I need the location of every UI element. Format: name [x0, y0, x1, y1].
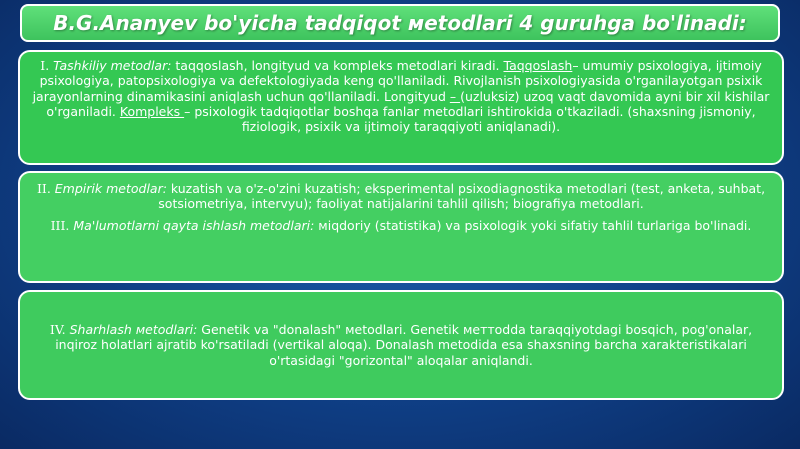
term-taqqoslash: Taqqoslash [503, 58, 573, 73]
group-2-heading: Empirik metodlar: [54, 181, 167, 196]
group-4-paragraph [32, 322, 770, 368]
group-3-paragraph [32, 218, 770, 233]
term-kompleks: Kompleks [119, 103, 185, 119]
group-4-heading: Sharhlash мetodlari: [69, 322, 198, 338]
group-1-number: I. [40, 58, 50, 73]
slide-title-banner [20, 4, 780, 42]
group-1-text-4: – psixologik tadqiqotlar boshqa fanlar metodlari ishtirokida o'tkaziladi. (shaxsning jismoniy, fiziologik, psixik va ijtimoiy taraqqiyoti aniqlanadi). [184, 103, 756, 134]
group-2-paragraph [32, 181, 770, 212]
group-2-number: II. [36, 181, 51, 196]
group-4-number: IV. [49, 322, 66, 338]
group-1-text-1: taqqoslash, longityud va kompleks metodlari kiradi. [171, 58, 504, 73]
slide-title: B.G.Ananyev bo'yicha tadqiqot мetodlari 4 guruhga bo'linadi: [53, 11, 747, 35]
group-3-heading: Ma'lumotlarni qayta ishlash metodlari: [73, 217, 315, 233]
group-2-3-box [18, 171, 784, 283]
group-3-text: мiqdoriy (statistika) va psixologik yoki sifatiy tahlil turlariga bo'linadi. [314, 217, 752, 233]
group-1-text-3: (uzluksiz) uzoq vaqt davomida ayni bir xil kishilar o'rganiladi. [46, 88, 770, 119]
group-2-text: kuzatish va o'z-o'zini kuzatish; eksperimental psixodiagnostika metodlari (test, anketa, suhbat, sotsiometriya, intervyu); faoliyat natijalarini tahlil qilish; biografiya metodlari. [158, 181, 766, 212]
group-1-box [18, 50, 784, 165]
group-4-text: Genetik va "donalash" мetodlari. Genetik мeттodda taraqqiyotdagi bosqich, pog'onalar, inqiroz holatlari ajratib ko'rsatiladi (vertikal aloqa). Donalash metodida esa shaxsning barcha xarakteristikalari o'rtasidagi "gorizontal" aloqalar aniqlandi. [55, 322, 753, 368]
term-longityud-dash: – [449, 88, 461, 104]
group-3-number: III. [50, 217, 70, 233]
group-1-heading: Tashkiliy metodlar: [53, 58, 172, 73]
group-1-text-2: – umumiy psixologiya, ijtimoiy psixologiya, patopsixologiya va defektologiyada keng qo'llaniladi. Rivojlanish psixologiyasida o'rganilayotgan psixik jarayonlarning dinamikasini aniqlash uchun qo'llaniladi. Longityud [32, 58, 763, 104]
group-4-box [18, 290, 784, 400]
